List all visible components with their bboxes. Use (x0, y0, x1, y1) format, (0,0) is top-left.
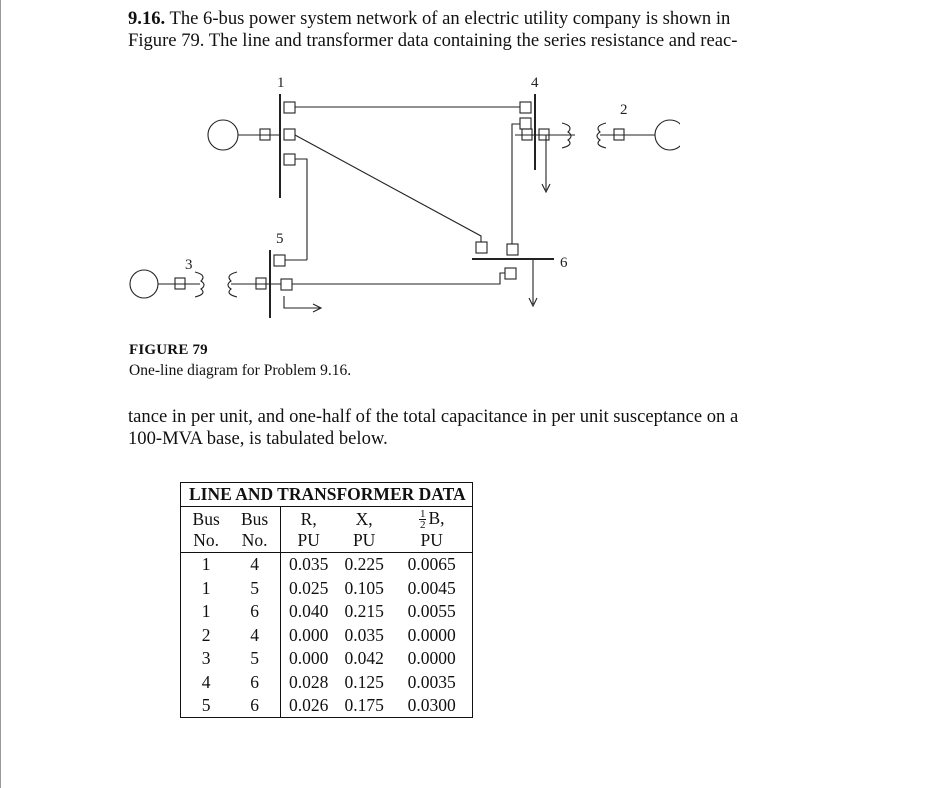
breaker-1-5-b (274, 255, 285, 266)
breaker-4-6-b (507, 244, 518, 255)
problem-continued (128, 406, 828, 450)
problem-text-cont1: tance in per unit, and one-half of the total capacitance in per unit susceptance on a (128, 406, 739, 427)
header-x-unit: PU (336, 530, 391, 553)
problem-text-cont2: 100-MVA base, is tabulated below. (128, 428, 388, 449)
generator-bus2 (655, 120, 680, 150)
table-row: 3 5 0.000 0.042 0.0000 (181, 647, 473, 670)
figure-caption: One-line diagram for Problem 9.16. (129, 362, 352, 379)
breaker-1-6-a (284, 129, 295, 140)
line-1-5 (295, 159, 307, 260)
header-bus-from-no: No. (181, 530, 230, 553)
one-line-diagram (120, 70, 680, 330)
bus-6-label: 6 (560, 255, 568, 271)
breaker-4-6-a (520, 118, 531, 129)
breaker-1-5-a (284, 154, 295, 165)
problem-number: 9.16. (128, 8, 166, 29)
generator-bus3 (130, 270, 158, 298)
generator-bus1 (208, 120, 238, 150)
table-row: 5 6 0.026 0.175 0.0300 (181, 694, 473, 718)
header-r: R, (300, 508, 317, 529)
header-bus-from: Bus (192, 508, 220, 529)
bus-5-label: 5 (276, 231, 284, 247)
header-x: X, (355, 508, 373, 529)
table-row: 1 6 0.040 0.215 0.0055 (181, 600, 473, 623)
page-left-edge (0, 0, 1, 788)
line-transformer-table (180, 482, 473, 718)
breaker-1-6-b (476, 242, 487, 253)
table-row: 1 4 0.035 0.225 0.0065 (181, 553, 473, 577)
half-fraction: $\frac{1}{2}$ (419, 508, 426, 532)
bus-1-label: 1 (277, 75, 285, 91)
line-4-6 (512, 124, 520, 244)
header-bus-to-no: No. (229, 530, 280, 553)
figure-label: FIGURE 79 (129, 342, 208, 358)
header-b-unit: PU (392, 530, 472, 553)
header-b: $\frac{1}{2}$ B, (419, 508, 445, 532)
table-row: 1 5 0.025 0.105 0.0045 (181, 577, 473, 600)
line-5-6 (292, 273, 505, 284)
table-row: 4 6 0.028 0.125 0.0035 (181, 671, 473, 694)
load-bus5 (284, 296, 320, 308)
table-title: LINE AND TRANSFORMER DATA (181, 483, 473, 507)
problem-intro (128, 8, 828, 52)
table-row: 2 4 0.000 0.035 0.0000 (181, 624, 473, 647)
breaker-1-4-b (520, 102, 531, 113)
breaker-5-6-a (281, 279, 292, 290)
line-1-6 (295, 135, 481, 242)
problem-text-line2: Figure 79. The line and transformer data containing the series resistance and reac- (128, 30, 738, 51)
header-bus-to: Bus (229, 507, 280, 531)
breaker-5-6-b (505, 268, 516, 279)
header-r-unit: PU (280, 530, 336, 553)
bus-4-label: 4 (531, 75, 539, 91)
breaker-1-4-a (284, 102, 295, 113)
bus-2-label: 2 (620, 102, 628, 118)
bus-3-label: 3 (185, 257, 193, 273)
problem-text-start: The 6-bus power system network of an electric utility company is shown in (169, 8, 731, 29)
